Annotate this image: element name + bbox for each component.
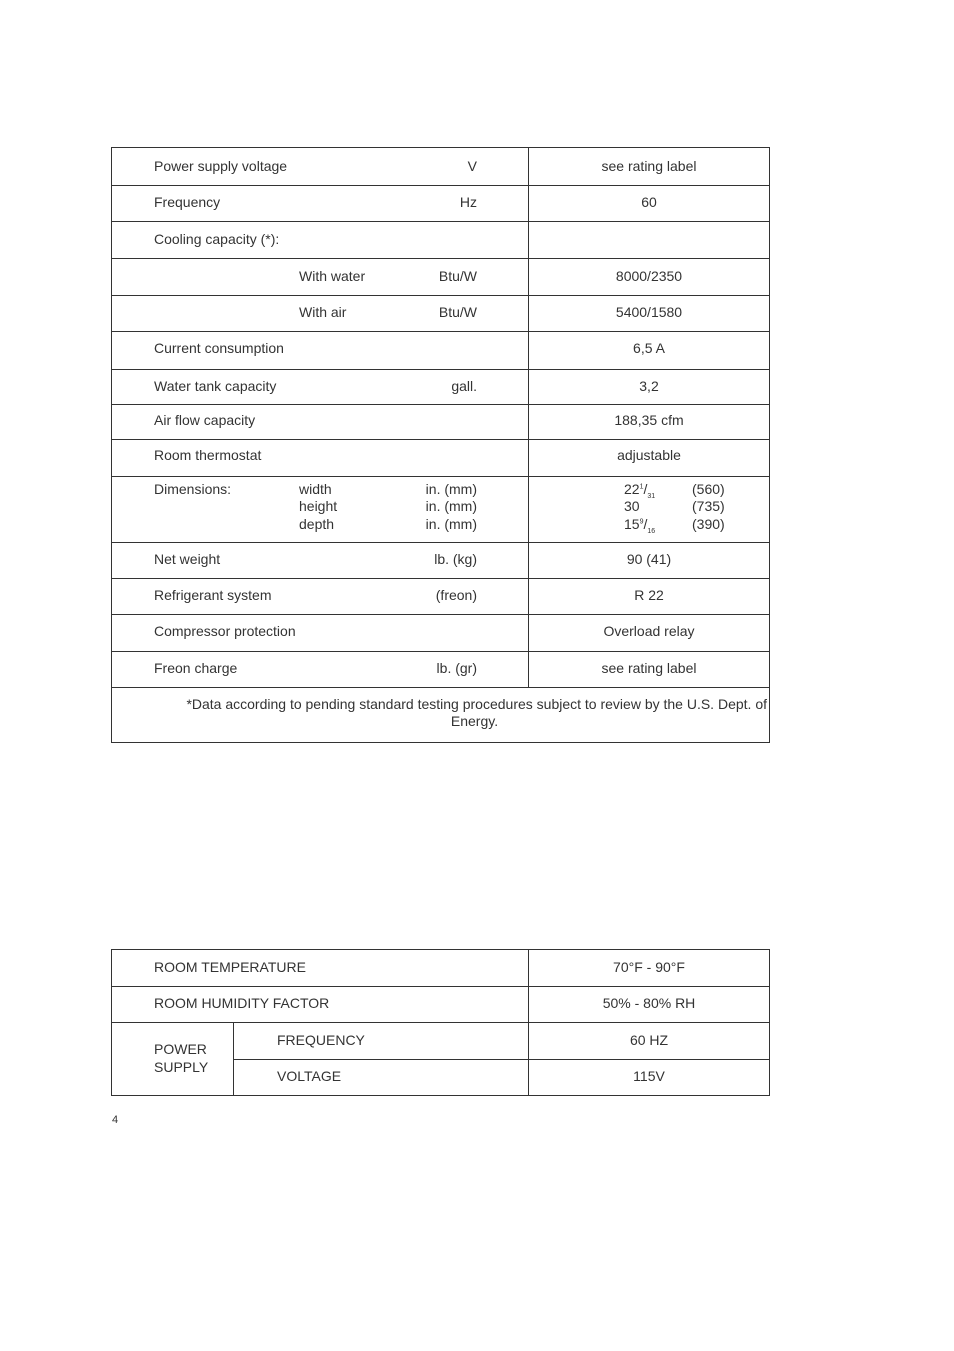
row-value: 50% - 80% RH xyxy=(602,995,696,1011)
row-value: 3,2 xyxy=(639,378,659,394)
footnote xyxy=(154,696,767,730)
specifications-table xyxy=(111,147,770,743)
row-unit: V xyxy=(467,158,477,174)
row-label: Compressor protection xyxy=(154,623,296,639)
table-row xyxy=(112,987,769,1023)
row-value: see rating label xyxy=(601,660,697,676)
row-unit: gall. xyxy=(451,378,477,394)
row-value: R 22 xyxy=(634,587,664,603)
row-value: 6,5 A xyxy=(633,340,665,356)
row-divider xyxy=(234,1059,769,1060)
row-label: Air flow capacity xyxy=(154,412,256,428)
row-label: With water xyxy=(299,268,366,284)
row-unit: Hz xyxy=(459,194,477,210)
footnote-row xyxy=(112,688,769,743)
dimension-name: width xyxy=(299,481,332,497)
row-label: Current consumption xyxy=(154,340,284,356)
dimension-inches: $22^1/_{31}$ xyxy=(624,481,656,500)
table-row xyxy=(112,543,769,579)
dimension-name: depth xyxy=(299,516,335,532)
operating-conditions-table xyxy=(111,949,770,1096)
dimension-mm: (390) xyxy=(692,516,725,532)
table-row xyxy=(112,405,769,440)
row-label: Net weight xyxy=(154,551,221,567)
row-value: 8000/2350 xyxy=(615,268,683,284)
power-supply-label: POWER xyxy=(154,1041,207,1057)
table-row xyxy=(112,148,769,186)
row-label: Frequency xyxy=(154,194,221,210)
table-row xyxy=(112,222,769,259)
row-label: ROOM TEMPERATURE xyxy=(154,959,306,975)
row-label: Water tank capacity xyxy=(154,378,277,394)
row-value: 188,35 cfm xyxy=(614,412,684,428)
table-row xyxy=(112,652,769,688)
row-label: With air xyxy=(299,304,347,320)
table-row xyxy=(112,259,769,296)
dimension-inches: $15^9/_{16}$ xyxy=(624,516,656,535)
row-value: 60 xyxy=(641,194,657,210)
row-value: 5400/1580 xyxy=(615,304,683,320)
table-row xyxy=(112,615,769,652)
row-value: Overload relay xyxy=(603,623,695,639)
row-unit: Btu/W xyxy=(438,268,477,284)
footnote-line: Energy. xyxy=(450,713,499,729)
row-unit: lb. (gr) xyxy=(436,660,477,676)
row-value: 60 HZ xyxy=(629,1032,669,1048)
row-label: Room thermostat xyxy=(154,447,262,463)
table-row xyxy=(112,186,769,222)
row-unit: lb. (kg) xyxy=(434,551,477,567)
dimension-unit: in. (mm) xyxy=(425,516,477,532)
row-label: Freon charge xyxy=(154,660,238,676)
row-value: 90 (41) xyxy=(626,551,672,567)
dimension-name: height xyxy=(299,498,338,514)
dimension-unit: in. (mm) xyxy=(425,498,477,514)
row-label: Dimensions: xyxy=(154,481,232,497)
row-value: 70°F - 90°F xyxy=(613,959,685,975)
table-row xyxy=(112,440,769,477)
row-label: FREQUENCY xyxy=(277,1032,365,1048)
dimension-inches: 30 xyxy=(624,498,640,514)
dimension-mm: (735) xyxy=(692,498,725,514)
page-number: 4 xyxy=(112,1114,119,1126)
row-label: Power supply voltage xyxy=(154,158,288,174)
table-row xyxy=(112,296,769,332)
power-supply-label: SUPPLY xyxy=(154,1059,209,1075)
row-label: Cooling capacity (*): xyxy=(154,231,280,247)
row-unit: (freon) xyxy=(435,587,477,603)
table-row xyxy=(112,950,769,987)
row-value: see rating label xyxy=(601,158,697,174)
dimension-unit: in. (mm) xyxy=(425,481,477,497)
dimensions-row xyxy=(112,477,769,543)
row-unit: Btu/W xyxy=(438,304,477,320)
table-row xyxy=(112,332,769,370)
table-row xyxy=(112,370,769,405)
table-row xyxy=(112,579,769,615)
row-label: VOLTAGE xyxy=(277,1068,342,1084)
row-label: ROOM HUMIDITY FACTOR xyxy=(154,995,330,1011)
row-value: adjustable xyxy=(617,447,681,463)
footnote-line: *Data according to pending standard testing procedures subject to review by the U.S. Dept. of xyxy=(186,696,767,712)
row-label: Refrigerant system xyxy=(154,587,272,603)
row-value: 115V xyxy=(633,1068,665,1084)
dimension-mm: (560) xyxy=(692,481,725,497)
